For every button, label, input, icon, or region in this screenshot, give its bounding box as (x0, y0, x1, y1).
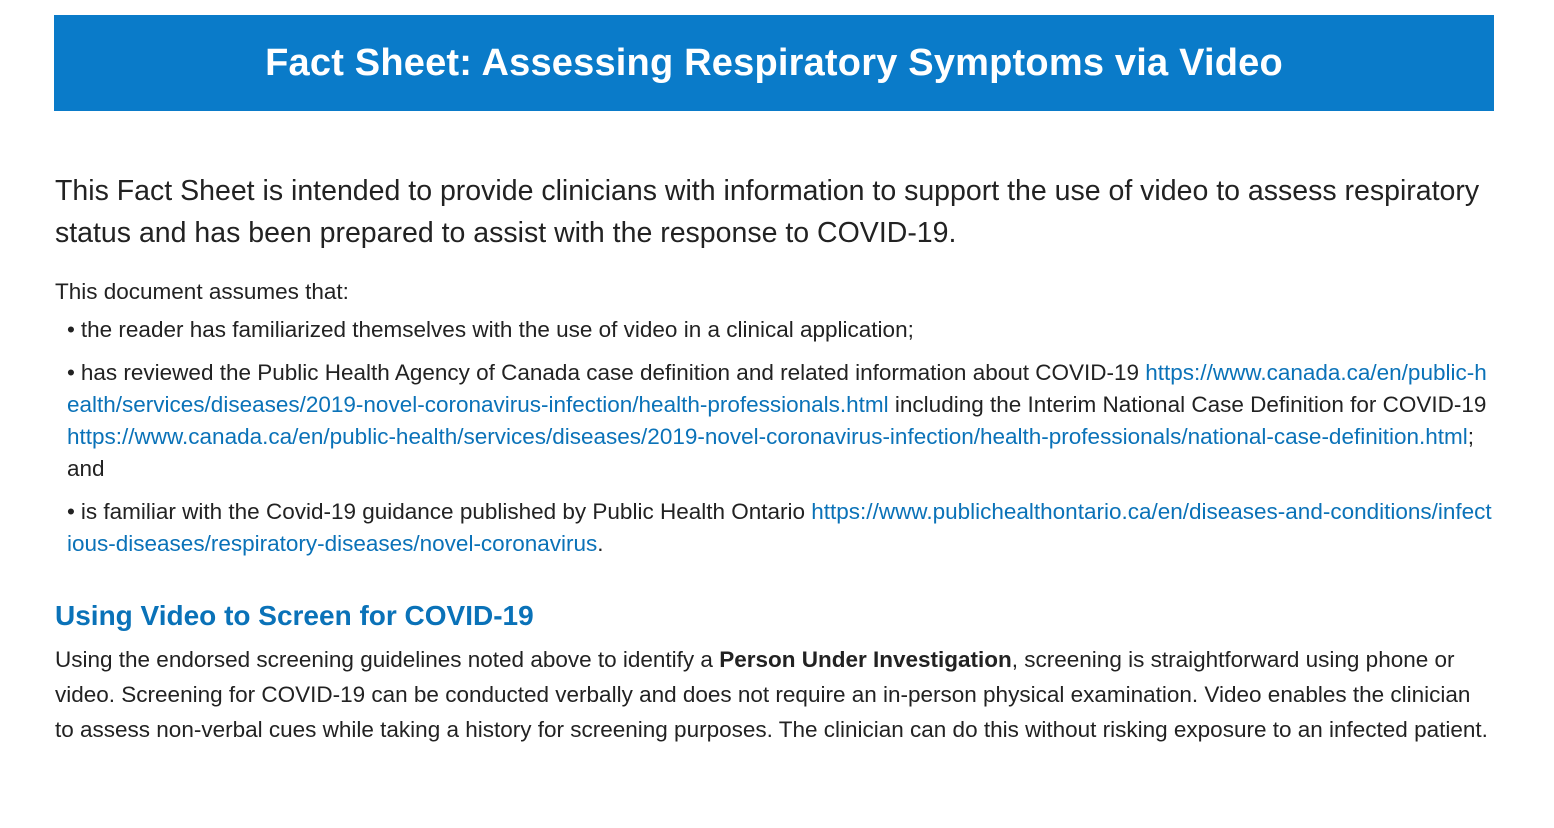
paragraph-text: , screening is straightforward using phone or video. Screening for COVID-19 can be conducted verbally and does not require an in-person physical examination. Video enables the clinician to assess non-verbal cues while taking a history for screening purposes. The clinician can do this without risking exposure to an infected patient. (55, 647, 1488, 742)
list-item-text: is familiar with the Covid-19 guidance published by Public Health Ontario (80, 499, 812, 524)
bullet-marker: • (67, 499, 75, 524)
intro-paragraph: This Fact Sheet is intended to provide clinicians with information to support the use of video to assess respiratory status and has been prepared to assist with the response to COVID-19. (55, 175, 1480, 249)
paragraph-text: Using the endorsed screening guidelines noted above to identify a (55, 647, 720, 672)
public-health-ontario-link[interactable]: https://www.publichealthontario.ca/en/diseases-and-conditions/infectious-diseases/respiratory-diseases/novel-coronavirus (67, 499, 1492, 556)
list-item-text: including the Interim National Case Definition for COVID-19 (888, 392, 1487, 417)
page-title: Fact Sheet: Assessing Respiratory Symptoms via Video (265, 41, 1283, 84)
assumptions-list (55, 314, 1495, 560)
header-banner (54, 15, 1494, 111)
list-item-text: ; and (67, 424, 1475, 481)
bullet-marker: • (67, 317, 75, 342)
phac-health-professionals-link[interactable]: https://www.canada.ca/en/public-health/services/diseases/2019-novel-coronavirus-infection/health-professionals.html (67, 360, 1487, 417)
list-item-text: the reader has familiarized themselves with the use of video in a clinical application; (80, 317, 914, 342)
list-item (67, 496, 1495, 560)
list-item-text: has reviewed the Public Health Agency of Canada case definition and related information about COVID-19 (80, 360, 1146, 385)
list-item (67, 357, 1495, 485)
document-body (55, 170, 1495, 747)
list-item-text: . (597, 531, 604, 556)
assumptions-label: This document assumes that: (55, 279, 349, 304)
bullet-marker: • (67, 360, 75, 385)
national-case-definition-link[interactable]: https://www.canada.ca/en/public-health/services/diseases/2019-novel-coronavirus-infection/health-professionals/national-case-definition.html (67, 424, 1468, 449)
section-heading: Using Video to Screen for COVID-19 (55, 600, 534, 631)
section-paragraph (55, 642, 1495, 747)
list-item (67, 314, 1495, 346)
emphasis-text: Person Under Investigation (719, 647, 1012, 672)
